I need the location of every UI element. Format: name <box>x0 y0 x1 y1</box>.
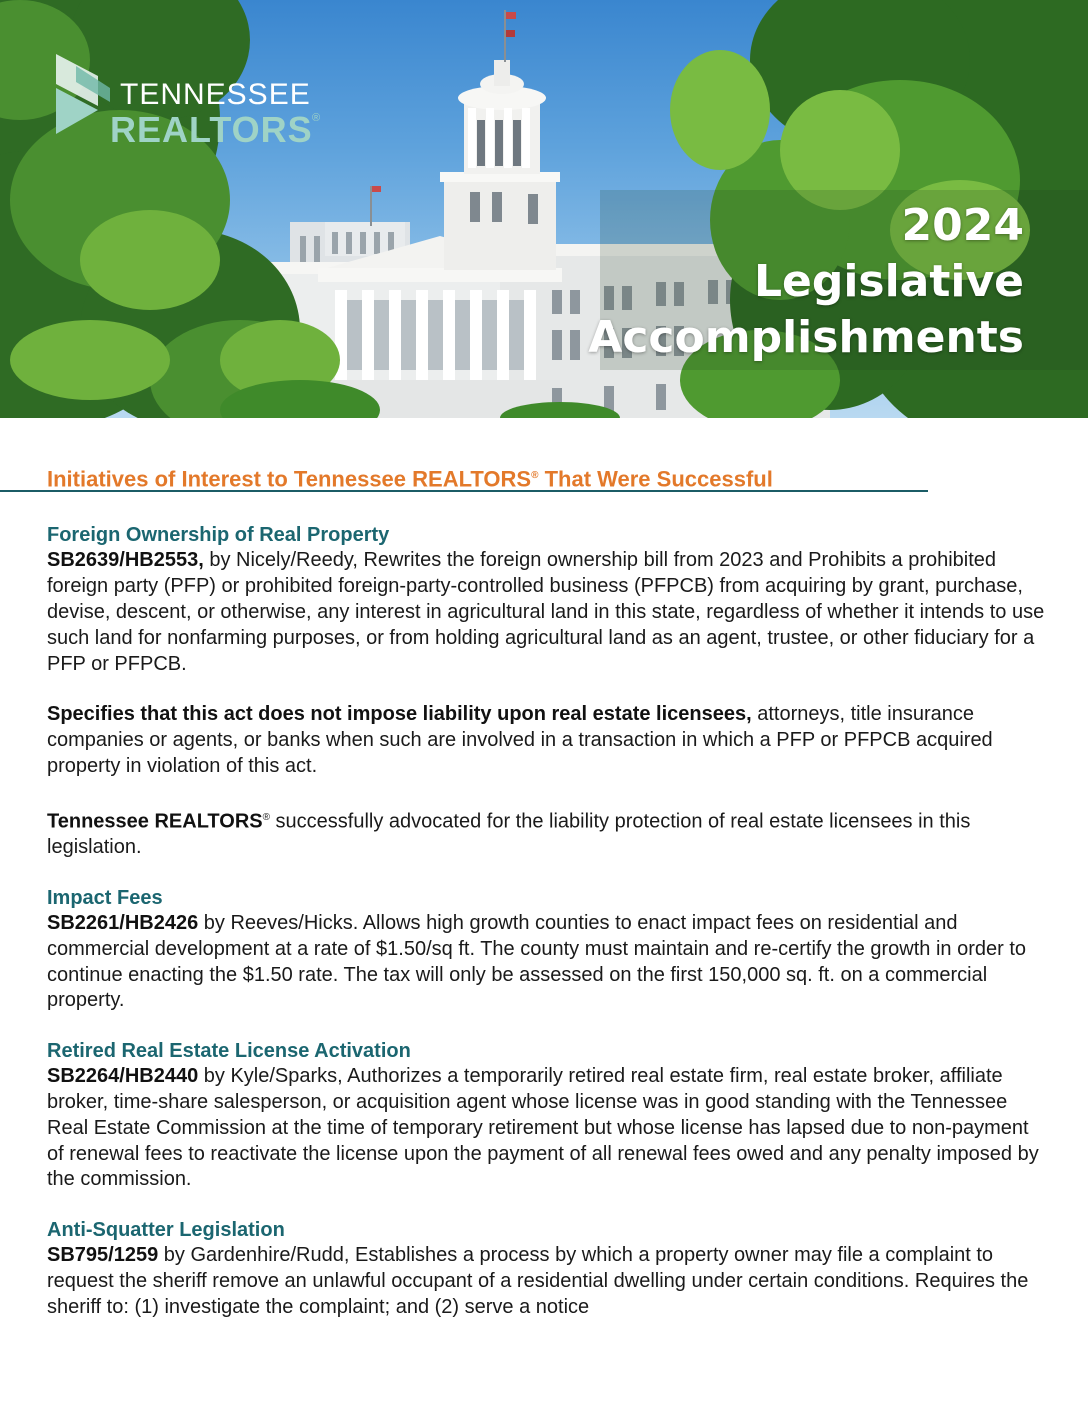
initiative-description: SB2261/HB2426 by Reeves/Hicks. Allows high growth counties to enact impact fees on residential and commercial development at a rate of $1.50/sq ft. The county must maintain and re-certify the growth in order to continue enacting the $1.50 rate. The tax will only be assessed on the first 150,000 sq. ft. on a commercial property. <box>47 911 1027 1012</box>
logo-arrow-icon <box>56 54 116 140</box>
main-content <box>47 461 1047 1321</box>
initiative-description: SB2639/HB2553, by Nicely/Reedy, Rewrites the foreign ownership bill from 2023 and Prohibits a prohibited foreign party (PFP) or prohibited foreign-party-controlled business (PFPCB) from acquiring by grant, purchase, devise, descent, or otherwise, any interest in agricultural land in this state, regardless of whether it intends to use such land for nonfarming purposes, or from holding agricultural land as an agent, trustee, or other fiduciary for a PFP or PFPCB. <box>47 549 1045 675</box>
hero-banner <box>0 0 1088 418</box>
initiative-retired-license <box>47 1038 1047 1193</box>
initiative-anti-squatter <box>47 1217 1047 1320</box>
initiative-impact-fees <box>47 885 1047 1014</box>
topic-heading: Retired Real Estate License Activation <box>47 1040 411 1063</box>
initiative-description: SB2264/HB2440 by Kyle/Sparks, Authorizes a temporarily retired real estate firm, real estate broker, affiliate broker, time-share salesperson, or acquisition agent whose license was in good standing with the Tennessee Real Estate Commission at the time of temporary retirement but whose license has lapsed due to non-payment of renewal fees to reactivate the license upon the payment of all renewal fees owed and any penalty imposed by the commission. <box>47 1065 1039 1191</box>
topic-heading: Foreign Ownership of Real Property <box>47 524 390 547</box>
bill-number: SB795/1259 <box>47 1244 159 1267</box>
liability-paragraph: Specifies that this act does not impose liability upon real estate licensees, attorneys, title insurance companies or agents, or banks when such are involved in a transaction in which a PFP or PFPCB acquired property in violation of this act. <box>47 703 993 777</box>
tennessee-realtors-logo <box>56 54 326 150</box>
logo-text-line2: REALTORS <box>110 109 313 150</box>
section-heading: Initiatives of Interest to Tennessee REALTORS® That Were Successful <box>47 466 773 492</box>
topic-heading: Impact Fees <box>47 886 163 909</box>
initiative-foreign-ownership <box>47 522 1047 861</box>
logo-text-line1: TENNESSEE <box>120 78 311 111</box>
title-line-accomplishments: Accomplishments <box>588 312 1024 363</box>
bill-number: SB2639/HB2553, <box>47 549 204 572</box>
page-title <box>588 198 1024 366</box>
title-line-legislative: Legislative <box>753 256 1024 307</box>
topic-heading: Anti-Squatter Legislation <box>47 1219 285 1242</box>
logo-registered-mark: ® <box>312 112 321 124</box>
initiative-description: SB795/1259 by Gardenhire/Rudd, Establishes a process by which a property owner may file a complaint to request the sheriff remove an unlawful occupant of a residential dwelling under certain conditions. Requires the sheriff to: (1) investigate the complaint; and (2) serve a notice <box>47 1244 1029 1318</box>
bill-number: SB2261/HB2426 <box>47 911 199 934</box>
advocacy-paragraph: Tennessee REALTORS® successfully advocated for the liability protection of real estate licensees in this legislation. <box>47 810 971 859</box>
title-line-year: 2024 <box>901 200 1024 251</box>
bill-number: SB2264/HB2440 <box>47 1065 199 1088</box>
